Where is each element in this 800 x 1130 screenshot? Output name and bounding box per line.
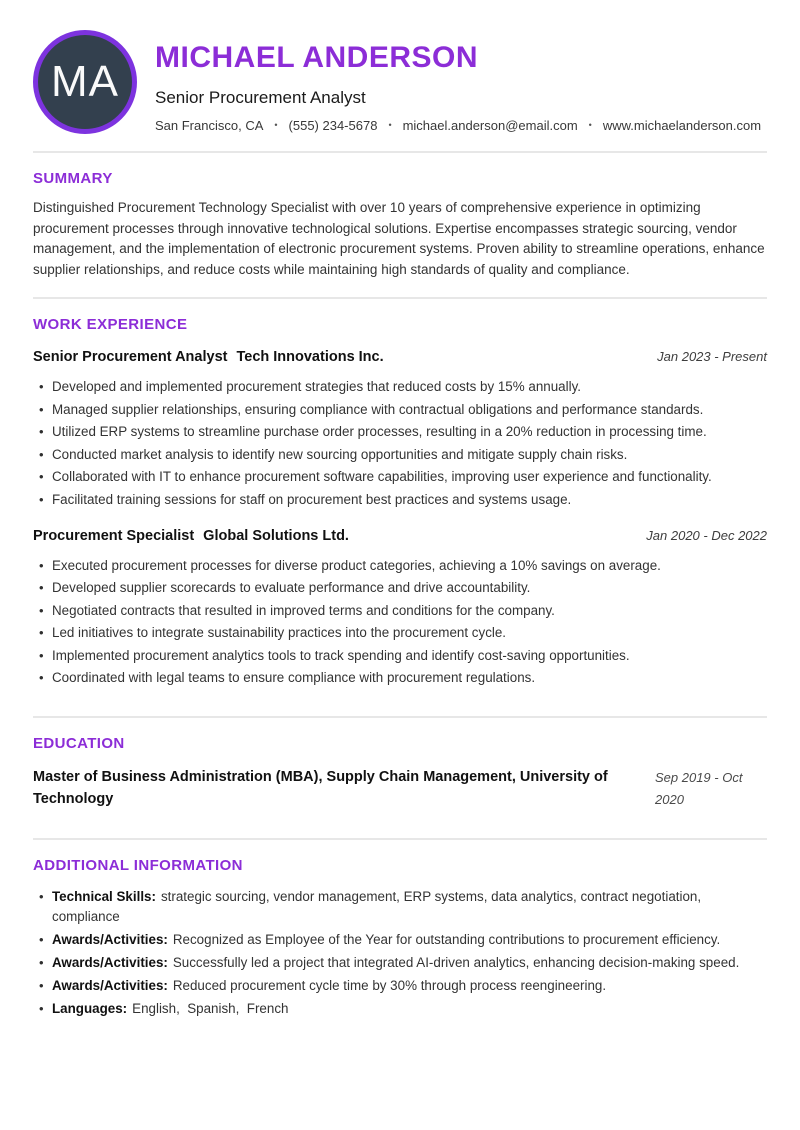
bullet-text: Led initiatives to integrate sustainability practices into the procurement cycle. <box>52 625 507 641</box>
bullet-dot-icon <box>33 578 52 598</box>
bullet-item <box>33 668 767 688</box>
section-heading-additional-information: ADDITIONAL INFORMATION <box>33 857 243 875</box>
header-text <box>155 30 761 133</box>
contact-phone: (555) 234-5678 <box>288 118 378 133</box>
avatar-initials: MA <box>51 57 119 106</box>
bullet-dot-icon <box>33 422 52 442</box>
info-item <box>33 930 767 950</box>
contact-email: michael.anderson@email.com <box>402 118 578 133</box>
section-work-experience <box>33 316 767 688</box>
separator-dot-icon: • <box>388 120 392 130</box>
job-role: Senior Procurement Analyst <box>33 349 228 366</box>
degree-title: Master of Business Administration (MBA), Supply Chain Management, University of Technology <box>33 769 608 807</box>
job-entry-header <box>33 527 767 546</box>
bullet-text: Negotiated contracts that resulted in improved terms and conditions for the company. <box>52 602 555 618</box>
info-text: Recognized as Employee of the Year for outstanding contributions to procurement efficiency. <box>172 932 721 948</box>
bullet-text: Coordinated with legal teams to ensure compliance with procurement regulations. <box>52 670 536 686</box>
education-entry <box>33 767 767 810</box>
section-heading-work-experience: WORK EXPERIENCE <box>33 316 188 334</box>
bullet-text: Collaborated with IT to enhance procurement software capabilities, improving user experience and functionality. <box>52 469 712 485</box>
divider <box>33 297 767 299</box>
info-text: Successfully led a project that integrated AI-driven analytics, enhancing decision-making speed. <box>172 955 740 971</box>
job-bullet-list <box>33 377 767 510</box>
bullet-dot-icon <box>33 377 52 397</box>
section-heading-education: EDUCATION <box>33 735 125 753</box>
bullet-dot-icon <box>33 999 52 1019</box>
info-content <box>52 976 767 996</box>
bullet-text: Developed supplier scorecards to evaluate performance and drive accountability. <box>52 580 531 596</box>
info-content <box>52 999 767 1019</box>
bullet-dot-icon <box>33 668 52 688</box>
bullet-text: Implemented procurement analytics tools to track spending and identify cost-saving opportunities. <box>52 647 630 663</box>
section-additional-information <box>33 857 767 1019</box>
bullet-item <box>33 490 767 510</box>
info-text: strategic sourcing, vendor management, ERP systems, data analytics, contract negotiation, compliance <box>52 889 705 925</box>
divider <box>33 151 767 153</box>
bullet-dot-icon <box>33 467 52 487</box>
bullet-dot-icon <box>33 400 52 420</box>
bullet-item <box>33 377 767 397</box>
bullet-item <box>33 601 767 621</box>
bullet-text: Facilitated training sessions for staff on procurement best practices and systems usage. <box>52 491 572 507</box>
person-title: Senior Procurement Analyst <box>155 88 366 107</box>
contact-website: www.michaelanderson.com <box>602 118 762 133</box>
bullet-dot-icon <box>33 601 52 621</box>
info-item <box>33 953 767 973</box>
bullet-item <box>33 646 767 666</box>
bullet-dot-icon <box>33 930 52 950</box>
bullet-dot-icon <box>33 623 52 643</box>
job-dates: Jan 2023 - Present <box>657 349 767 365</box>
section-education <box>33 735 767 810</box>
job-bullet-list <box>33 556 767 689</box>
bullet-dot-icon <box>33 887 52 907</box>
bullet-item <box>33 623 767 643</box>
bullet-dot-icon <box>33 490 52 510</box>
info-item <box>33 999 767 1019</box>
job-role: Procurement Specialist <box>33 527 195 544</box>
info-list <box>33 887 767 1019</box>
info-content <box>52 887 767 927</box>
bullet-dot-icon <box>33 953 52 973</box>
bullet-item <box>33 578 767 598</box>
person-name: MICHAEL ANDERSON <box>155 41 479 74</box>
bullet-item <box>33 422 767 442</box>
job-entry-header <box>33 348 767 367</box>
info-text: English, Spanish, French <box>132 1001 289 1017</box>
info-label: Languages: <box>52 1001 128 1017</box>
section-heading-summary: SUMMARY <box>33 170 113 187</box>
bullet-dot-icon <box>33 445 52 465</box>
info-item <box>33 887 767 927</box>
bullet-item <box>33 400 767 420</box>
contact-location: San Francisco, CA <box>155 118 264 133</box>
info-content <box>52 953 767 973</box>
bullet-text: Utilized ERP systems to streamline purchase order processes, resulting in a 20% reduction in processing time. <box>52 424 707 440</box>
avatar <box>33 30 137 134</box>
job-dates: Jan 2020 - Dec 2022 <box>646 527 767 543</box>
info-label: Awards/Activities: <box>52 978 168 994</box>
education-dates: Sep 2019 - Oct 2020 <box>655 770 743 807</box>
contact-bar <box>155 118 761 133</box>
bullet-text: Executed procurement processes for diverse product categories, achieving a 10% savings on average. <box>52 557 661 573</box>
info-label: Technical Skills: <box>52 889 156 905</box>
bullet-item <box>33 467 767 487</box>
bullet-text: Managed supplier relationships, ensuring compliance with contractual obligations and performance standards. <box>52 401 704 417</box>
bullet-dot-icon <box>33 646 52 666</box>
separator-dot-icon: • <box>588 120 592 130</box>
info-label: Awards/Activities: <box>52 932 168 948</box>
bullet-dot-icon <box>33 556 52 576</box>
summary-text: Distinguished Procurement Technology Specialist with over 10 years of comprehensive experience in optimizing procurement processes through innovative technological solutions. Expertise encompasses strategic sourcing, vendor management, and the implementation of electronic procurement systems. Proven ability to streamline operations, enhance supplier relationships, and reduce costs while maintaining high standards of quality and compliance. <box>33 200 765 277</box>
bullet-text: Developed and implemented procurement strategies that reduced costs by 15% annually. <box>52 379 581 395</box>
resume-header <box>33 30 767 134</box>
bullet-dot-icon <box>33 976 52 996</box>
bullet-item <box>33 556 767 576</box>
info-content <box>52 930 767 950</box>
info-text: Reduced procurement cycle time by 30% through process reengineering. <box>172 978 607 994</box>
section-summary <box>33 170 767 280</box>
separator-dot-icon: • <box>274 120 278 130</box>
info-item <box>33 976 767 996</box>
divider <box>33 716 767 718</box>
info-label: Awards/Activities: <box>52 955 168 971</box>
divider <box>33 838 767 840</box>
bullet-item <box>33 445 767 465</box>
job-company: Tech Innovations Inc. <box>236 349 384 366</box>
bullet-text: Conducted market analysis to identify new sourcing opportunities and mitigate supply chain risks. <box>52 446 628 462</box>
job-company: Global Solutions Ltd. <box>203 527 349 544</box>
